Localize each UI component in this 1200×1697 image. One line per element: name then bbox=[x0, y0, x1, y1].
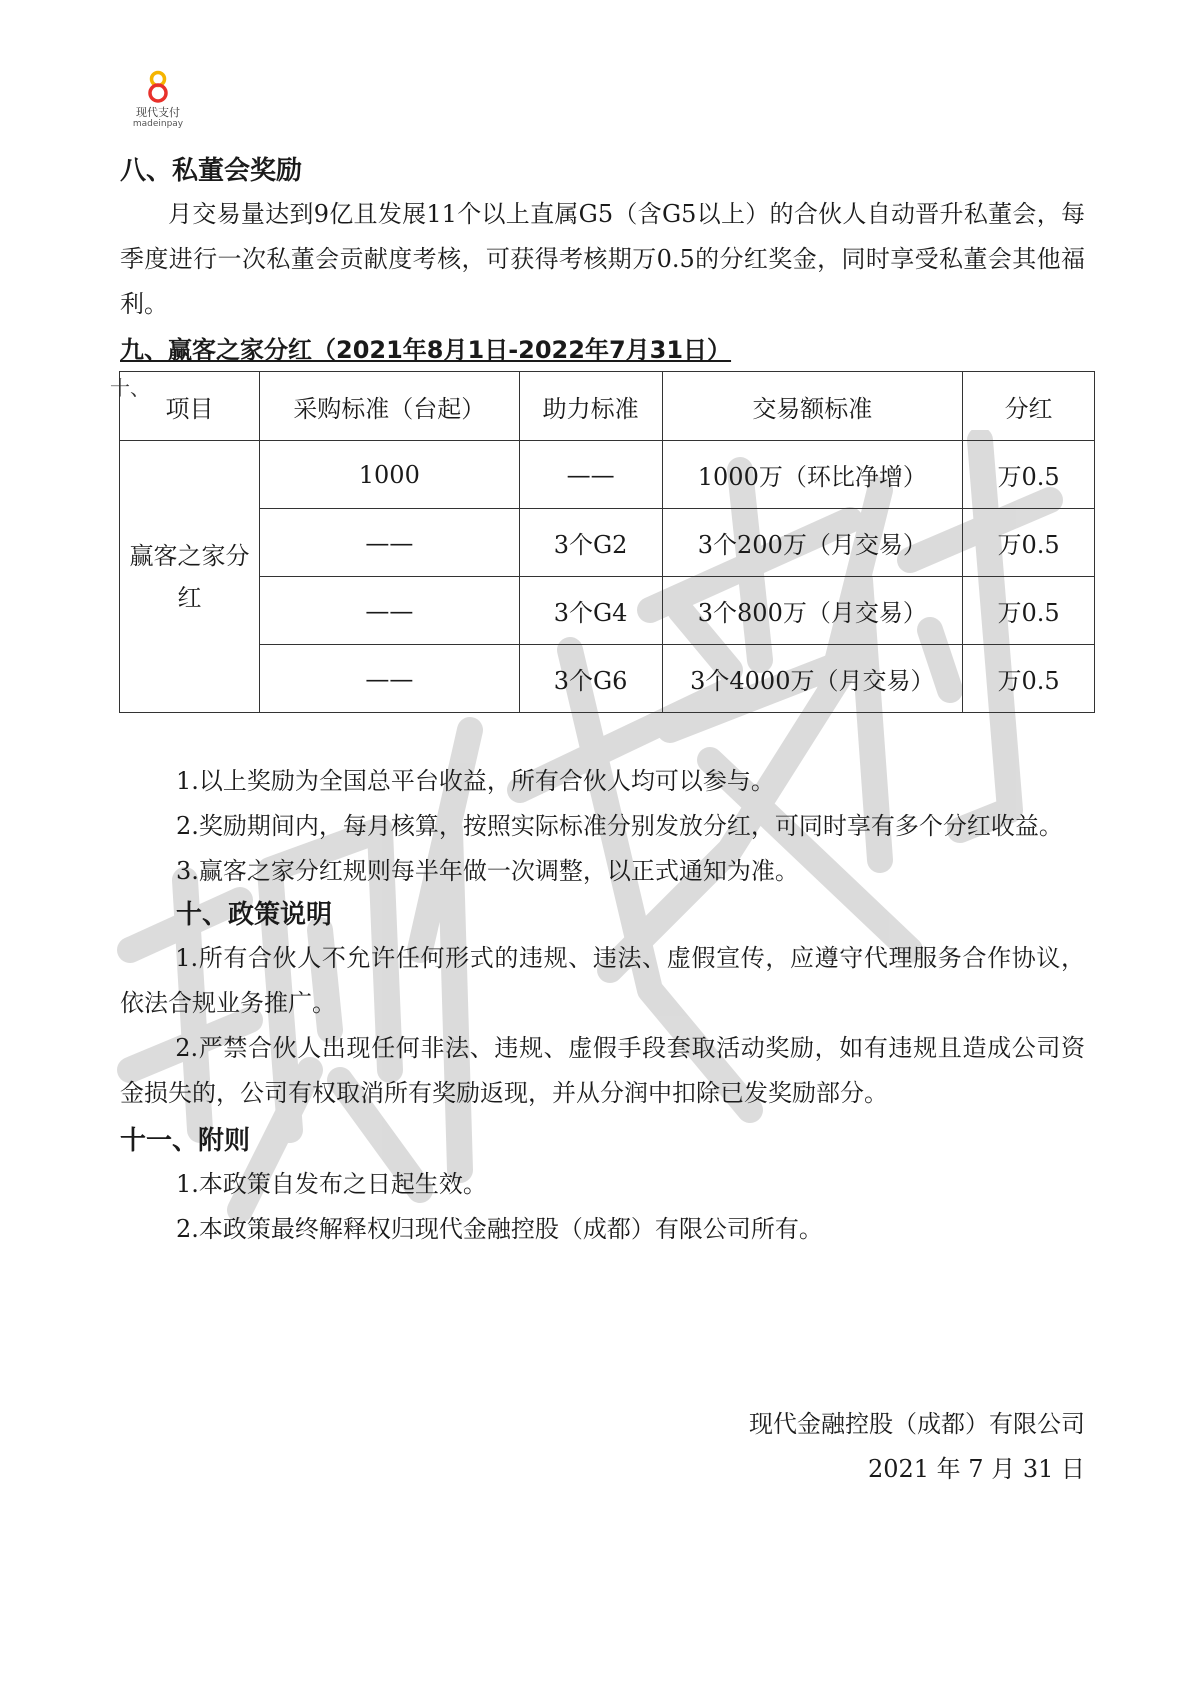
table-row bbox=[120, 577, 1095, 645]
document-body bbox=[110, 150, 1085, 1252]
signature-block bbox=[749, 1402, 1085, 1492]
table-cell: 3个200万（月交易） bbox=[662, 509, 963, 577]
table-cell: 3个G6 bbox=[519, 645, 662, 713]
signature-date: 2021 年 7 月 31 日 bbox=[867, 1455, 1085, 1483]
section-9-title: 九、赢客之家分红（2021年8月1日-2022年7月31日） bbox=[120, 336, 732, 364]
note-3: 3.赢客之家分红规则每半年做一次调整，以正式通知为准。 bbox=[176, 857, 799, 885]
table-row bbox=[120, 441, 1095, 509]
project-cell bbox=[120, 441, 260, 713]
section-10-title: 十、政策说明 bbox=[176, 900, 333, 930]
project-name: 赢客之家分红 bbox=[129, 541, 250, 612]
table-cell: 万0.5 bbox=[963, 577, 1095, 645]
dividend-table bbox=[119, 371, 1095, 713]
logo-cn-text: 现代支付 bbox=[136, 106, 180, 119]
note-1: 1.以上奖励为全国总平台收益，所有合伙人均可以参与。 bbox=[176, 767, 775, 795]
section-8-title: 八、私董会奖励 bbox=[120, 156, 303, 186]
table-header-row bbox=[120, 372, 1095, 441]
note-2: 2.奖励期间内，每月核算，按照实际标准分别发放分红，可同时享有多个分红收益。 bbox=[176, 812, 1063, 840]
signature-company: 现代金融控股（成都）有限公司 bbox=[749, 1410, 1085, 1438]
table-cell: 万0.5 bbox=[963, 645, 1095, 713]
header-assist: 助力标准 bbox=[519, 372, 662, 441]
appendix-item-1: 1.本政策自发布之日起生效。 bbox=[176, 1170, 487, 1198]
table-cell: —— bbox=[259, 509, 519, 577]
section-8-body: 月交易量达到9亿且发展11个以上直属G5（含G5以上）的合伙人自动晋升私董会，每季度进行一次私董会贡献度考核，可获得考核期万0.5的分红奖金，同时享受私董会其他福利。 bbox=[120, 200, 1085, 318]
section-11-title: 十一、附则 bbox=[120, 1126, 251, 1156]
logo-mark-icon bbox=[143, 70, 173, 104]
header-dividend: 分红 bbox=[963, 372, 1095, 441]
company-logo bbox=[118, 70, 198, 129]
policy-item-2: 2.严禁合伙人出现任何非法、违规、虚假手段套取活动奖励，如有违规且造成公司资金损失的，公司有权取消所有奖励返现，并从分润中扣除已发奖励部分。 bbox=[120, 1034, 1085, 1107]
table-cell: —— bbox=[259, 577, 519, 645]
stray-section-mark: 十、 bbox=[110, 376, 150, 400]
table-cell: 3个4000万（月交易） bbox=[662, 645, 963, 713]
table-cell: —— bbox=[519, 441, 662, 509]
table-cell: 万0.5 bbox=[963, 509, 1095, 577]
appendix-item-2: 2.本政策最终解释权归现代金融控股（成都）有限公司所有。 bbox=[176, 1215, 823, 1243]
header-project: 项目 bbox=[120, 372, 260, 441]
logo-en-text: madeinpay bbox=[132, 119, 184, 129]
table-row bbox=[120, 645, 1095, 713]
table-cell: 1000万（环比净增） bbox=[662, 441, 963, 509]
header-volume: 交易额标准 bbox=[662, 372, 963, 441]
table-row bbox=[120, 509, 1095, 577]
table-cell: 1000 bbox=[259, 441, 519, 509]
table-cell: 3个800万（月交易） bbox=[662, 577, 963, 645]
header-purchase: 采购标准（台起） bbox=[259, 372, 519, 441]
table-cell: 万0.5 bbox=[963, 441, 1095, 509]
table-cell: 3个G2 bbox=[519, 509, 662, 577]
table-cell: —— bbox=[259, 645, 519, 713]
policy-item-1: 1.所有合伙人不允许任何形式的违规、违法、虚假宣传，应遵守代理服务合作协议，依法合规业务推广。 bbox=[120, 944, 1085, 1017]
table-cell: 3个G4 bbox=[519, 577, 662, 645]
